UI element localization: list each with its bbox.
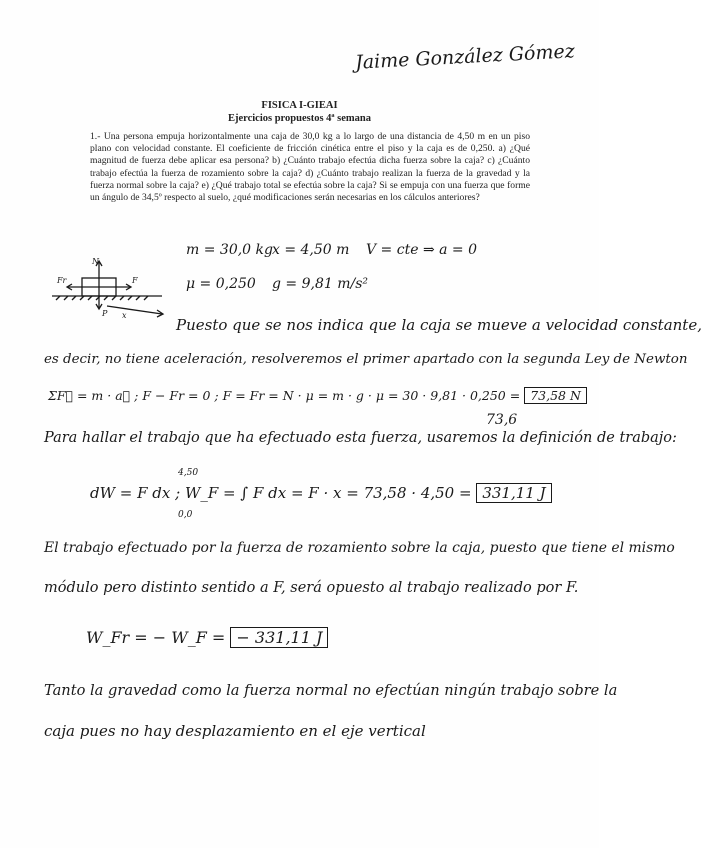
given-velocity: V = cte ⇒ a = 0 xyxy=(366,242,478,258)
solution-line-2: es decir, no tiene aceleración, resolveremos el primer apartado con la segunda Ley de Newton xyxy=(44,352,688,367)
solution-line-4: El trabajo efectuado por la fuerza de rozamiento sobre la caja, puesto que tiene el mismo xyxy=(44,540,675,556)
diagram-label-x: x xyxy=(122,311,127,320)
given-distance: x = 4,50 m xyxy=(272,242,350,258)
given-friction-coefficient: μ = 0,250 xyxy=(186,276,256,292)
solution-line-7: caja pues no hay desplazamiento en el eje vertical xyxy=(44,722,426,740)
problem-statement: 1.- Una persona empuja horizontalmente una caja de 30,0 kg a lo largo de una distancia de 4,50 m en un piso plano con velocidad constante. El coeficiente de fricción cinética entre el piso y la caja es de 0,250. a) ¿Qué magnitud de fuerza debe aplicar esa persona? b) ¿Cuánto trabajo efectúa dicha fuerza sobre la caja? c) ¿Cuánto trabajo efectúa la fuerza de rozamiento sobre la caja? d) ¿Cuánto trabajo realizan la fuerza de la gravedad y la fuerza normal sobre la caja? e) ¿Qué trabajo total se efectúa sobre la caja? Si se empuja con una fuerza que forme un ángulo de 34,5º respecto al suelo, ¿qué modificaciones serán necesarias en los cálculos anteriores? xyxy=(90,131,530,204)
author-signature: Jaime González Gómez xyxy=(354,40,576,74)
diagram-label-fr: Fr xyxy=(57,276,67,285)
equation-friction-work-text: W_Fr = − W_F = xyxy=(86,628,226,647)
given-gravity: g = 9,81 m/s² xyxy=(272,276,369,292)
free-body-diagram xyxy=(52,256,182,320)
solution-line-1: Puesto que se nos indica que la caja se mueve a velocidad constante, xyxy=(176,316,702,334)
document-title: FISICA I-GIEAI xyxy=(261,100,338,111)
equation-work-text: dW = F dx ; W_F = ∫ F dx = F · x = 73,58 · 4,50 = xyxy=(90,484,472,502)
diagram-label-n: N xyxy=(92,257,99,266)
work-integral-lower: 0,0 xyxy=(178,510,193,520)
answer-force: 73,58 N xyxy=(524,387,587,404)
equation-work xyxy=(90,484,552,502)
equation-friction-work xyxy=(86,628,328,647)
equation-force-text: ΣF⃗ = m · a⃗ ; F − Fr = 0 ; F = Fr = N · μ = m · g · μ = 30 · 9,81 · 0,250 = xyxy=(48,388,521,403)
document-subtitle: Ejercicios propuestos 4ª semana xyxy=(227,113,372,124)
given-mass: m = 30,0 kg xyxy=(186,242,273,258)
solution-line-3: Para hallar el trabajo que ha efectuado esta fuerza, usaremos la definición de trabajo: xyxy=(44,430,677,446)
answer-work: 331,11 J xyxy=(476,483,551,503)
diagram-label-p: P xyxy=(102,309,108,318)
work-integral-upper: 4,50 xyxy=(178,468,199,478)
diagram-label-f: F xyxy=(132,276,138,285)
solution-line-6: Tanto la gravedad como la fuerza normal no efectúan ningún trabajo sobre la xyxy=(44,682,618,699)
force-rounded-note: 73,6 xyxy=(486,412,518,428)
solution-line-5: módulo pero distinto sentido a F, será opuesto al trabajo realizado por F. xyxy=(44,580,579,596)
equation-force xyxy=(48,388,587,403)
answer-friction-work: − 331,11 J xyxy=(230,627,328,648)
